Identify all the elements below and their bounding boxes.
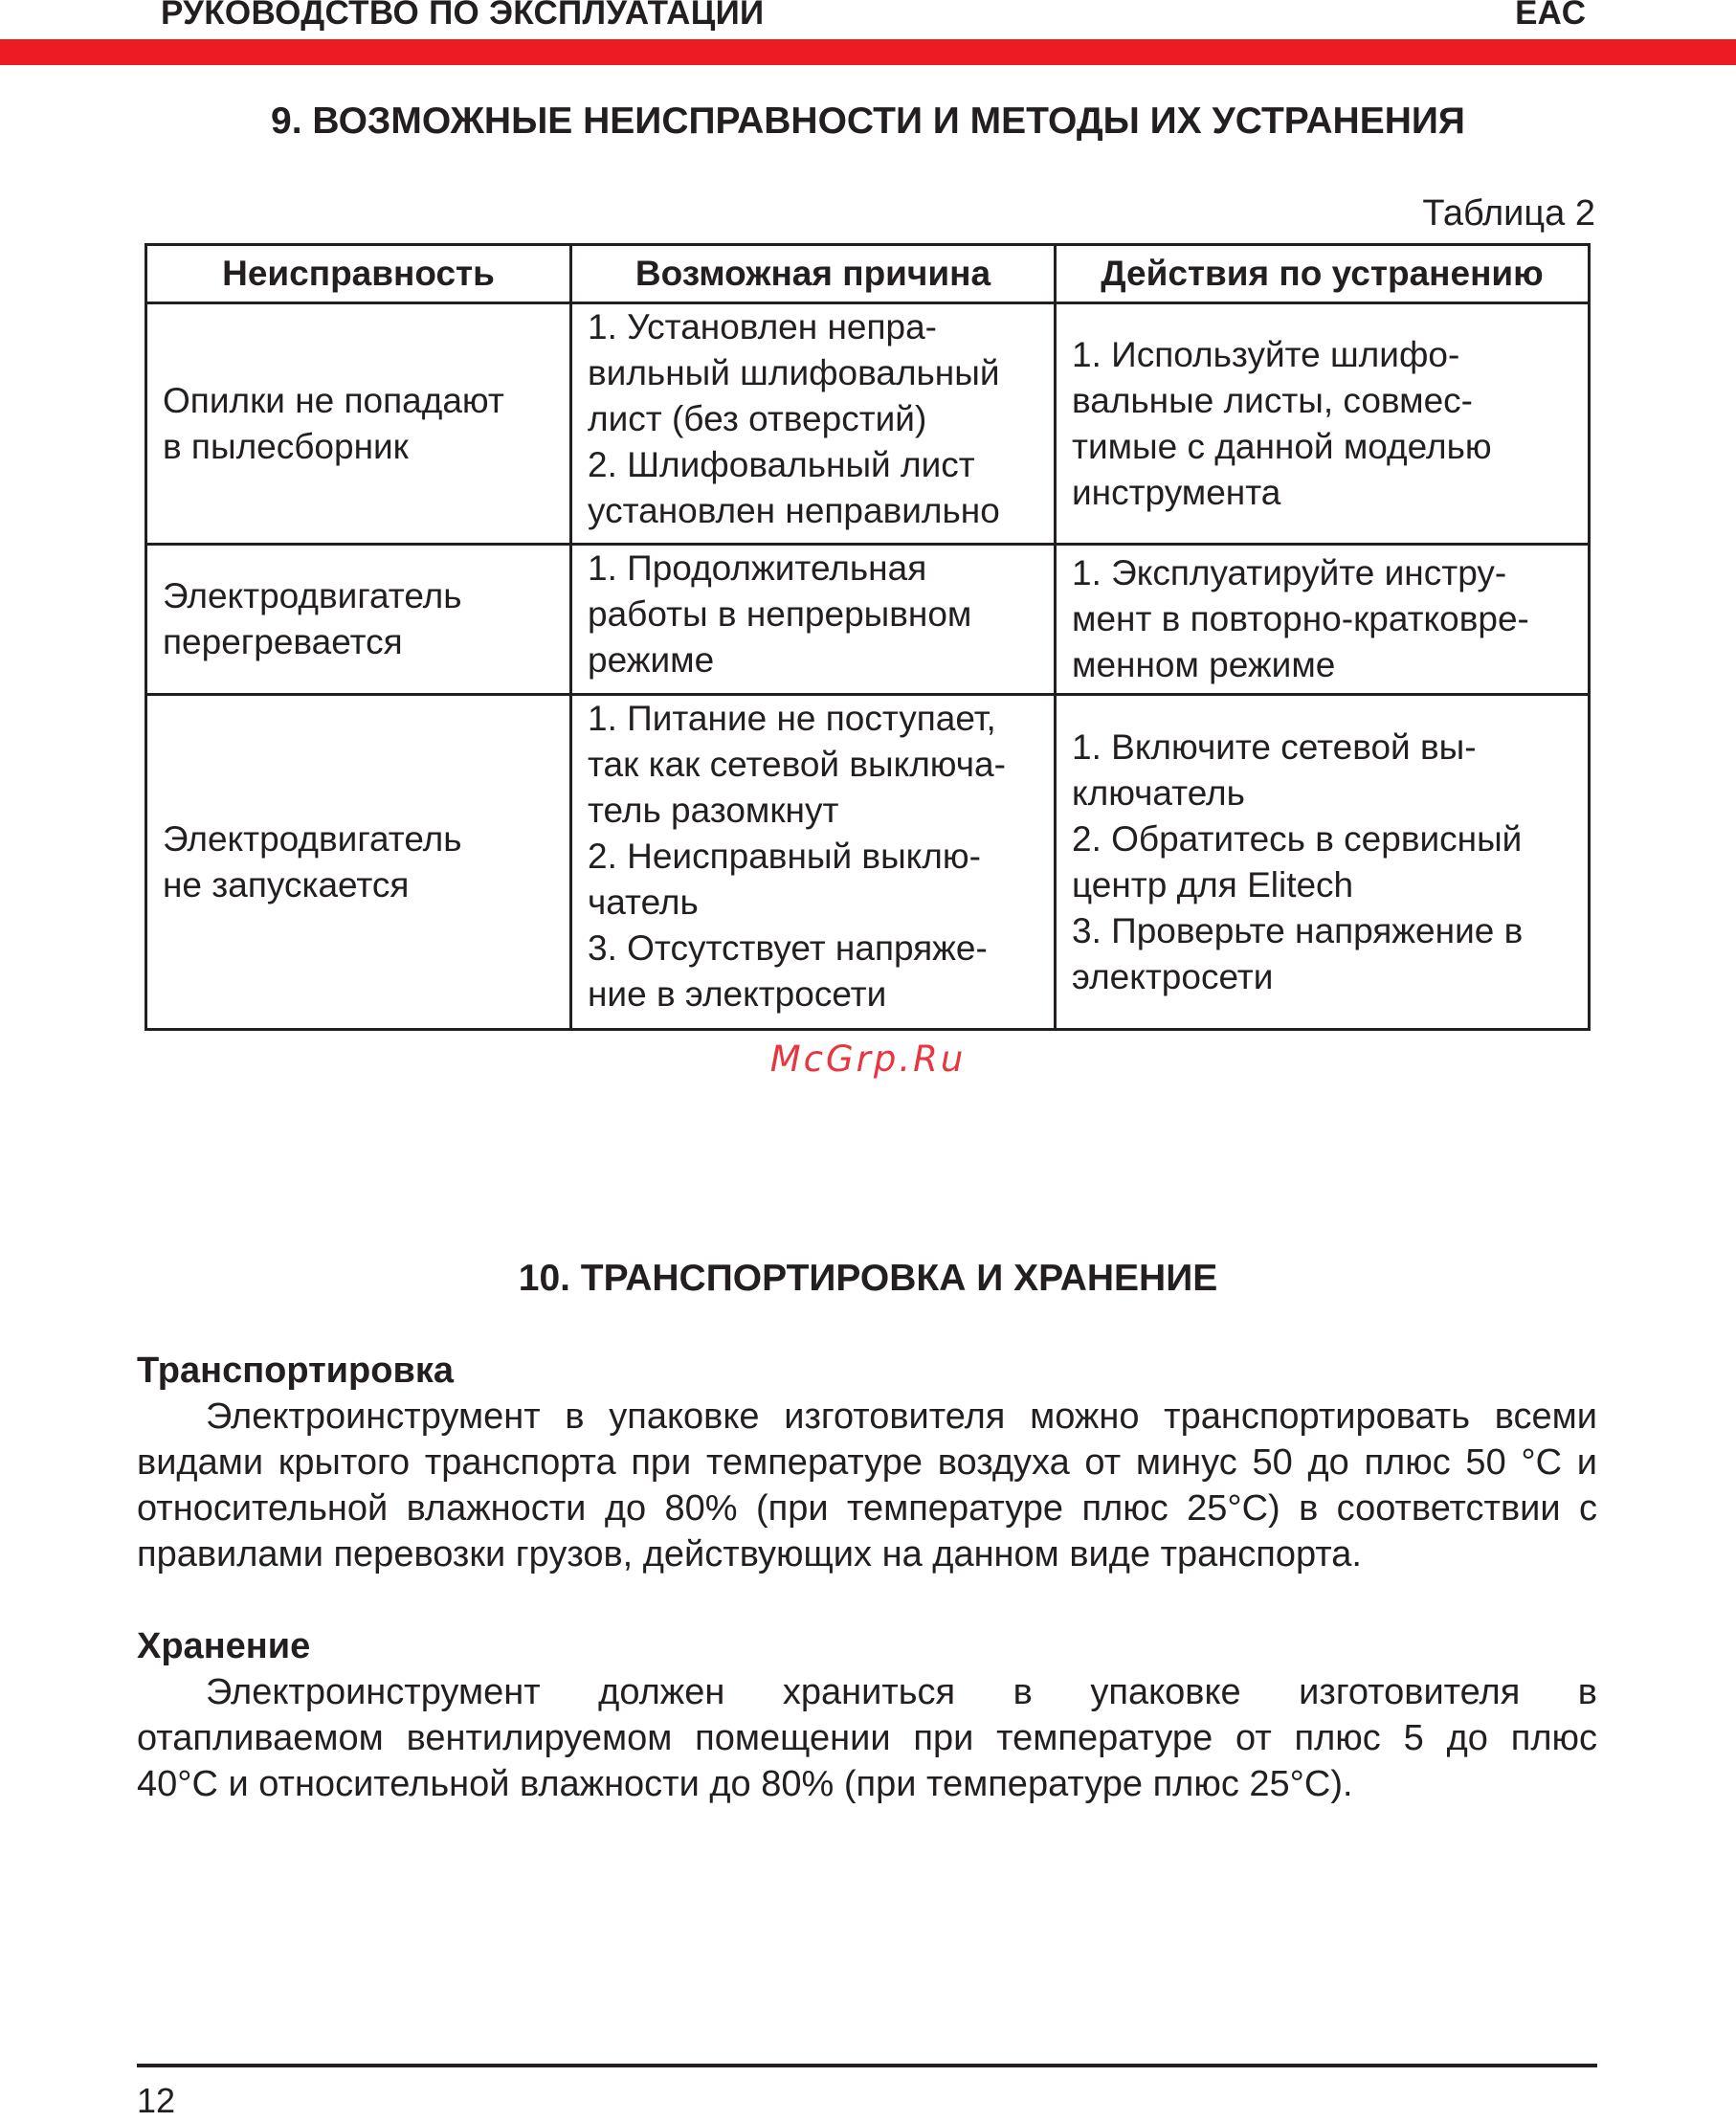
cell-line: менном режиме (1072, 645, 1336, 684)
cell-line: электросети (1072, 956, 1274, 996)
cell-line: 1. Эксплуатируйте инстру- (1072, 553, 1507, 592)
action-cell (1056, 303, 1590, 545)
cell-line: 1. Установлен непра- (588, 307, 937, 346)
cell-line: тимые с данной моделью (1072, 426, 1492, 466)
cell-line: так как сетевой выключа- (588, 745, 1006, 784)
table-row (146, 545, 1590, 695)
header-red-bar (0, 39, 1736, 65)
paragraph-line: видами крытого транспорта при температуре воздуха от минус 50 до плюс 50 °С и (137, 1442, 1597, 1483)
cell-line: 1. Продолжительная (588, 548, 927, 588)
section-9-title: 9. ВОЗМОЖНЫЕ НЕИСПРАВНОСТИ И МЕТОДЫ ИХ УСТРАНЕНИЯ (271, 101, 1465, 142)
cell-line: Опилки не попадают (163, 380, 504, 420)
cause-cell (571, 545, 1056, 695)
column-header-action: Действия по устранению (1056, 245, 1590, 303)
storage-heading: Хранение (137, 1626, 311, 1666)
cell-line: инструмента (1072, 472, 1281, 512)
page-number: 12 (137, 2081, 176, 2120)
header-title: РУКОВОДСТВО ПО ЭКСПЛУАТАЦИИ (161, 0, 765, 32)
cell-line: не запускается (163, 864, 410, 905)
action-cell (1056, 545, 1590, 695)
fault-cell (146, 303, 571, 545)
cell-line: 1. Используйте шлифо- (1072, 334, 1460, 374)
table-caption: Таблица 2 (1422, 193, 1595, 234)
transport-paragraph (137, 1394, 1597, 1577)
paragraph-line: отапливаемом вентилируемом помещении при температуре от плюс 5 до плюс (137, 1718, 1597, 1758)
cell-line: лист (без отверстий) (588, 399, 927, 438)
cell-line: режиме (588, 640, 715, 680)
cell-line: центр для Elitech (1072, 864, 1354, 905)
cause-cell (571, 303, 1056, 545)
cell-line: 3. Отсутствует напряже- (588, 928, 988, 968)
faults-table (145, 243, 1591, 1031)
cell-line: 3. Проверьте напряжение в (1072, 910, 1524, 950)
cell-line: установлен неправильно (588, 491, 1000, 530)
column-header-fault: Неисправность (146, 245, 571, 303)
table-row (146, 695, 1590, 1030)
table-row (146, 303, 1590, 545)
paragraph-line: Электроинструмент в упаковке изготовителя можно транспортировать всеми (206, 1396, 1597, 1437)
fault-cell (146, 695, 571, 1030)
footer-rule (137, 2064, 1597, 2067)
cell-line: чатель (588, 882, 699, 922)
paragraph-line: относительной влажности до 80% (при температуре плюс 25°С) в соответствии с (137, 1488, 1597, 1529)
storage-paragraph (137, 1669, 1597, 1807)
watermark: McGrp.Ru (769, 1039, 967, 1080)
cell-line: Электродвигатель (163, 576, 462, 615)
cell-line: 2. Обратитесь в сервисный (1072, 818, 1523, 859)
cell-line: тель разомкнут (588, 791, 839, 830)
cell-line: вильный шлифовальный (588, 353, 1000, 392)
cell-line: Электродвигатель (163, 818, 462, 859)
paragraph-line: Электроинструмент должен храниться в упаковке изготовителя в (206, 1672, 1597, 1712)
cell-line: вальные листы, совмес- (1072, 380, 1473, 420)
cell-line: 1. Включите сетевой вы- (1072, 726, 1477, 767)
eac-mark: EAC (1515, 0, 1586, 32)
cell-line: ние в электросети (588, 974, 887, 1014)
paragraph-line: 40°С и относительной влажности до 80% (при температуре плюс 25°С). (137, 1764, 1353, 1804)
table-header-row (146, 245, 1590, 303)
cell-line: работы в непрерывном (588, 594, 972, 634)
cell-line: в пылесборник (163, 426, 409, 466)
paragraph-line: правилами перевозки грузов, действующих на данном виде транспорта. (137, 1534, 1362, 1575)
cell-line: ключатель (1072, 772, 1245, 813)
cause-cell (571, 695, 1056, 1030)
transport-heading: Транспортировка (137, 1351, 454, 1391)
column-header-cause: Возможная причина (571, 245, 1056, 303)
cell-line: мент в повторно-кратковре- (1072, 599, 1529, 638)
cell-line: 2. Неисправный выклю- (588, 837, 981, 876)
cell-line: 2. Шлифовальный лист (588, 445, 975, 484)
cell-line: 1. Питание не поступает, (588, 699, 996, 738)
section-10-title: 10. ТРАНСПОРТИРОВКА И ХРАНЕНИЕ (518, 1258, 1218, 1299)
action-cell (1056, 695, 1590, 1030)
cell-line: перегревается (163, 622, 403, 661)
fault-cell (146, 545, 571, 695)
